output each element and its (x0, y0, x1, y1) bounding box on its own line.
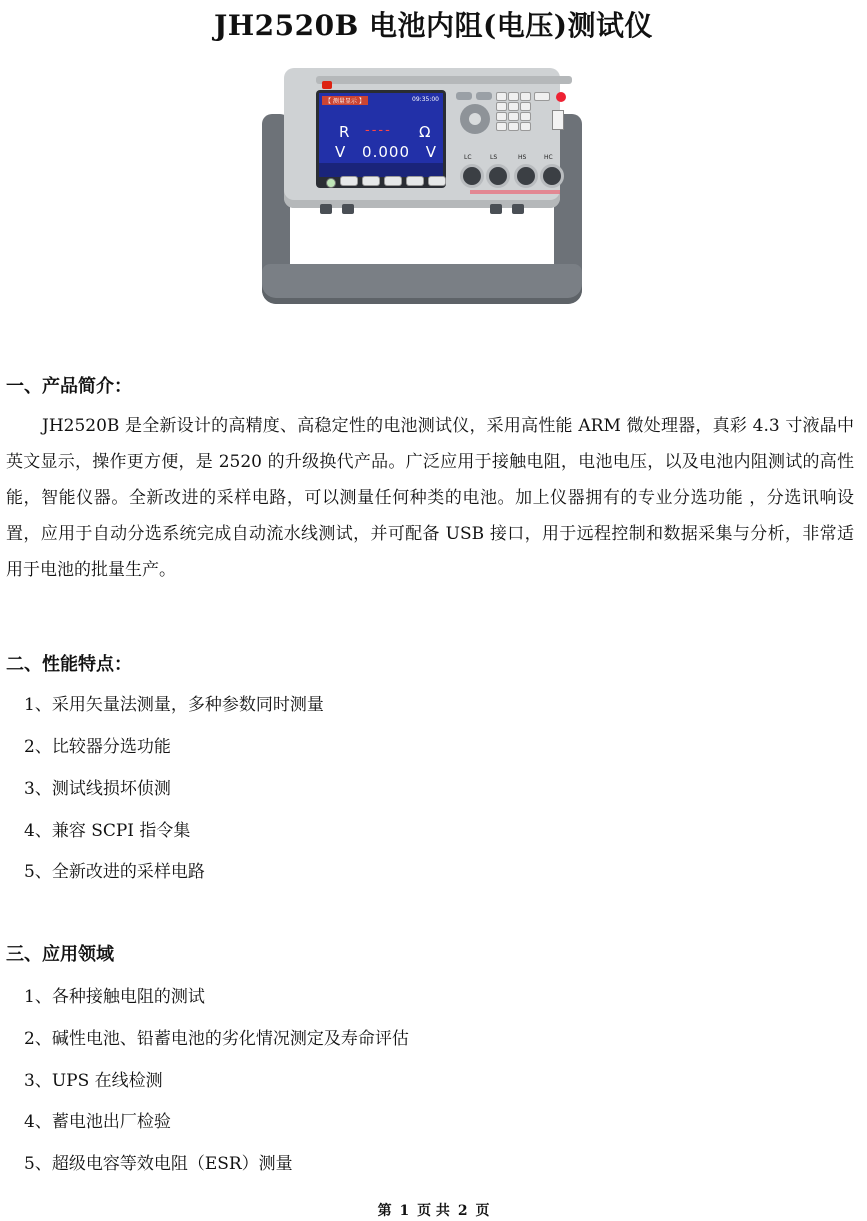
foot (320, 204, 332, 214)
screen-softkey-bar (319, 163, 443, 177)
screen-v-line (335, 143, 437, 161)
key (508, 112, 519, 121)
softkey (406, 176, 424, 186)
bnc-connector (540, 164, 564, 188)
screen-r-symbol: R (339, 123, 350, 141)
softkey (428, 176, 446, 186)
numeric-keypad (496, 92, 552, 132)
section-heading: 三、应用领域 (6, 944, 114, 965)
terminal-label: HC (544, 154, 553, 161)
list-item: 2、比较器分选功能 (24, 737, 171, 757)
page-footer (0, 1200, 867, 1220)
list-item: 4、蓄电池出厂检验 (24, 1112, 171, 1132)
screen-v-symbol: V (335, 143, 347, 161)
setup-button (476, 92, 492, 100)
front-panel-strip (316, 76, 572, 84)
lcd-bezel (316, 90, 446, 188)
screen-r-value: ---- (365, 123, 392, 138)
section-heading: 一、产品简介： (6, 376, 132, 397)
bnc-connector (460, 164, 484, 188)
instrument-body (284, 68, 560, 208)
bnc-connector (486, 164, 510, 188)
key (520, 102, 531, 111)
footer-suffix: 页 (475, 1203, 490, 1219)
footer-prefix: 第 (377, 1203, 392, 1219)
list-item: 3、UPS 在线检测 (24, 1071, 163, 1091)
carry-handle (262, 264, 582, 304)
terminal-label: HS (518, 154, 527, 161)
list-item: 5、全新改进的采样电路 (24, 862, 205, 882)
enter-key (469, 113, 481, 125)
key (520, 122, 531, 131)
softkey (384, 176, 402, 186)
disp-button (456, 92, 472, 100)
list-item: 2、碱性电池、铅蓄电池的劣化情况测定及寿命评估 (24, 1029, 409, 1049)
screen-tab: 【 测量显示 】 (322, 96, 368, 105)
usb-port (552, 110, 564, 130)
screen-time: 09:35:00 (412, 96, 439, 103)
warning-text-strip (470, 190, 560, 194)
key (496, 112, 507, 121)
softkey (362, 176, 380, 186)
key (508, 122, 519, 131)
navigation-pad (460, 104, 490, 134)
handle-gap (292, 208, 552, 264)
intro-paragraph: JH2520B 是全新设计的高精度、高稳定性的电池测试仪，采用高性能 ARM 微处理器，真彩 4.3 寸液晶中英文显示，操作更方便，是 2520 的升级换代产品。广泛应用于接触电阻，电池电压，以及电池内阻测试的高性能，智能仪器。全新改进的采样电路，可以测量任何种类的电池。加上仪器拥有的专业分选功能 ，分选讯响设置，应用于自动分选系统完成自动流水线测试，并可配备 USB 接口，用于远程控制和数据采集与分析，非常适用于电池的批量生产。 (6, 416, 854, 580)
key (508, 102, 519, 111)
foot (490, 204, 502, 214)
list-item: 1、各种接触电阻的测试 (24, 987, 205, 1007)
bnc-connector (514, 164, 538, 188)
list-item: 1、采用矢量法测量，多种参数同时测量 (24, 695, 324, 715)
key (496, 122, 507, 131)
section-heading: 二、性能特点： (6, 654, 132, 675)
document-title: JH2520B 电池内阻(电压)测试仪 (213, 9, 654, 42)
page-number: 1 (399, 1203, 410, 1219)
list-item: 4、兼容 SCPI 指令集 (24, 821, 191, 841)
page-total: 2 (457, 1203, 468, 1219)
screen-v-value: 0.000 (362, 143, 410, 161)
list-item: 5、超级电容等效电阻（ESR）测量 (24, 1154, 293, 1174)
trigger-button (556, 92, 566, 102)
power-button (326, 178, 336, 188)
key (520, 112, 531, 121)
brand-logo (322, 81, 332, 89)
softkey (340, 176, 358, 186)
key (496, 92, 507, 101)
key (534, 92, 550, 101)
foot (512, 204, 524, 214)
list-item: 3、测试线损坏侦测 (24, 779, 171, 799)
product-photo (262, 68, 582, 304)
key (520, 92, 531, 101)
terminal-label: LC (464, 154, 472, 161)
terminal-label: LS (490, 154, 498, 161)
key (508, 92, 519, 101)
footer-mid: 页 共 (417, 1203, 450, 1219)
key (496, 102, 507, 111)
lcd-screen (319, 93, 443, 177)
screen-v-unit: V (425, 143, 438, 161)
screen-r-unit: Ω (419, 123, 431, 141)
foot (342, 204, 354, 214)
